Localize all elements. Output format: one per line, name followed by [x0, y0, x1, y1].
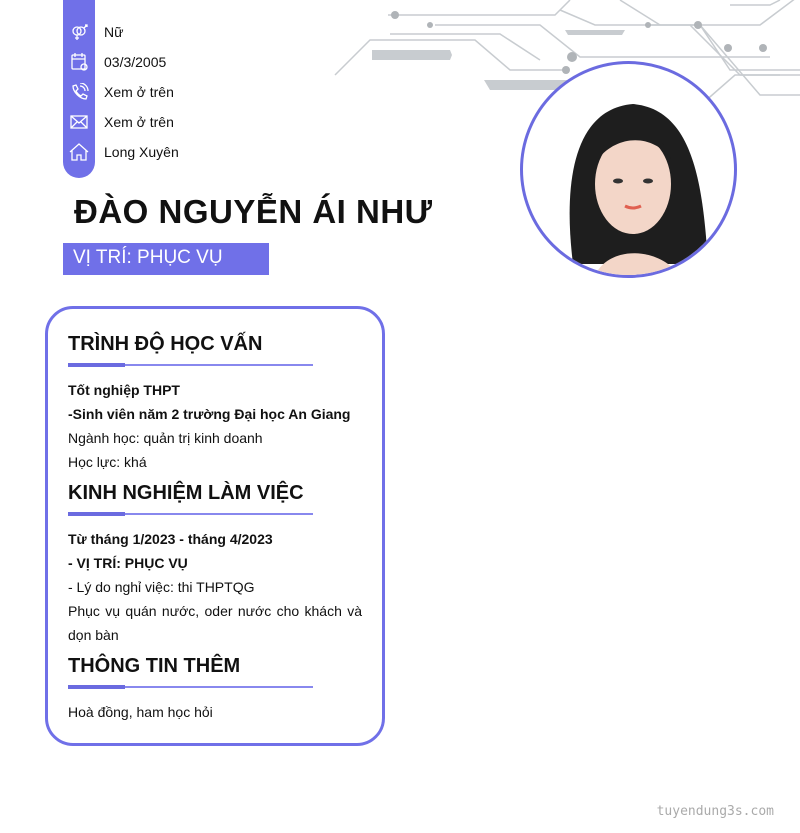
- education-line: Ngành học: quản trị kinh doanh: [68, 430, 263, 446]
- education-line: Học lực: khá: [68, 454, 147, 470]
- email-value: Xem ở trên: [104, 114, 174, 130]
- birthdate-row: [63, 50, 263, 74]
- position-banner: VỊ TRÍ: PHỤC VỤ: [63, 243, 269, 275]
- address-row: [63, 140, 263, 164]
- experience-line: - VỊ TRÍ: PHỤC VỤ: [68, 555, 188, 571]
- experience-line: Phục vụ quán nước, oder nước cho khách và dọn bàn: [68, 603, 362, 643]
- gender-row: [63, 20, 263, 44]
- mail-icon: [63, 113, 95, 131]
- candidate-name: ĐÀO NGUYỄN ÁI NHƯ: [74, 193, 433, 230]
- experience-line: - Lý do nghỉ việc: thi THPTQG: [68, 579, 255, 595]
- profile-photo: [520, 61, 737, 278]
- phone-icon: [63, 83, 95, 101]
- experience-line: Từ tháng 1/2023 - tháng 4/2023: [68, 531, 273, 547]
- gender-value: Nữ: [104, 24, 124, 40]
- portrait-image: [523, 64, 737, 278]
- education-line: -Sinh viên năm 2 trường Đại học An Giang: [68, 406, 351, 422]
- watermark: tuyendung3s.com: [656, 804, 774, 819]
- gender-icon: [63, 23, 95, 41]
- additional-info-line: Hoà đồng, ham học hỏi: [68, 704, 213, 720]
- birthdate-value: 03/3/2005: [104, 54, 167, 70]
- heading-underline: [68, 362, 362, 370]
- calendar-icon: [63, 53, 95, 71]
- phone-row: [63, 80, 263, 104]
- address-value: Long Xuyên: [104, 144, 179, 160]
- additional-info-heading: THÔNG TIN THÊM: [68, 655, 241, 677]
- phone-value: Xem ở trên: [104, 84, 174, 100]
- email-row: [63, 110, 263, 134]
- education-line: Tốt nghiệp THPT: [68, 382, 180, 398]
- heading-underline: [68, 684, 362, 692]
- education-heading: TRÌNH ĐỘ HỌC VẤN: [68, 333, 263, 355]
- experience-heading: KINH NGHIỆM LÀM VIỆC: [68, 482, 304, 504]
- heading-underline: [68, 511, 362, 519]
- home-icon: [63, 143, 95, 161]
- resume-content-card: [45, 306, 385, 746]
